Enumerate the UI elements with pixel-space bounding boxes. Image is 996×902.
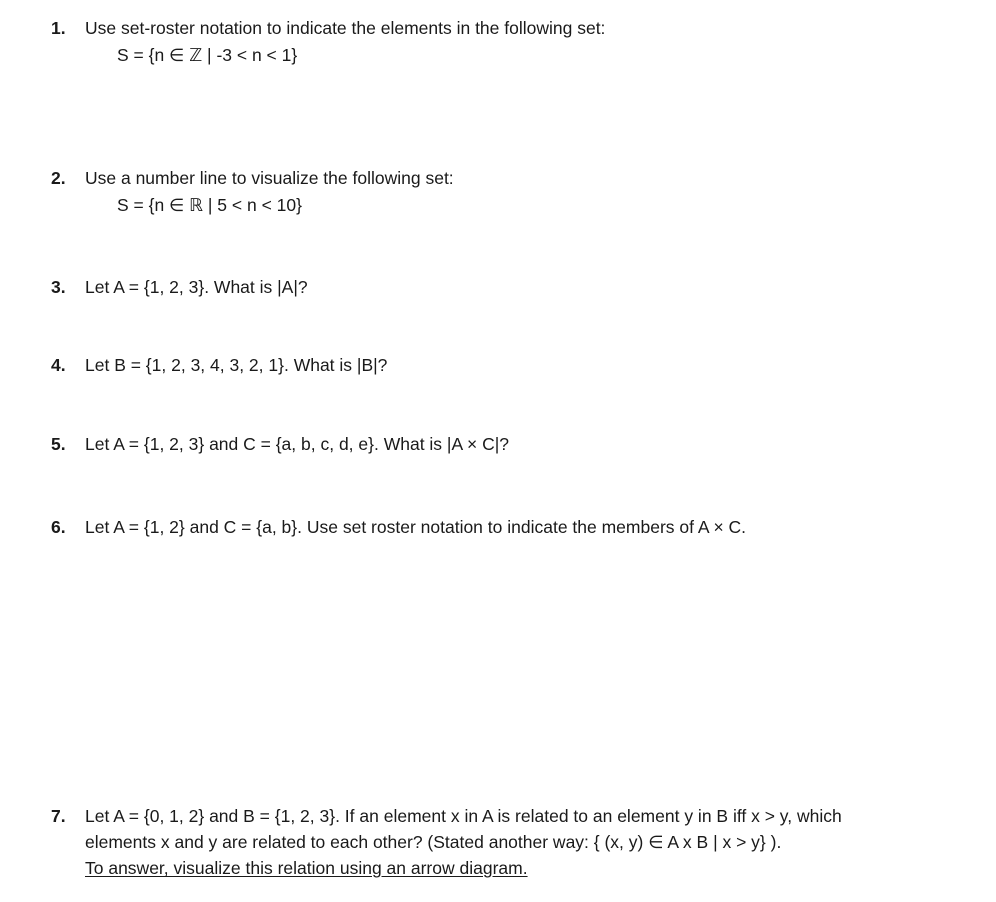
question-number: 5. bbox=[51, 434, 66, 454]
question-text: Let A = {1, 2} and C = {a, b}. Use set roster notation to indicate the members of A × C. bbox=[85, 517, 747, 537]
question-text: Use set-roster notation to indicate the elements in the following set: bbox=[85, 18, 606, 38]
question-text: Let A = {0, 1, 2} and B = {1, 2, 3}. If an element x in A is related to an element y in B iff x > y, which bbox=[85, 806, 842, 826]
question-text: Let A = {1, 2, 3} and C = {a, b, c, d, e}. What is |A × C|? bbox=[85, 434, 510, 454]
answer-instruction: To answer, visualize this relation using an arrow diagram. bbox=[85, 858, 528, 878]
set-definition: S = {n ∈ ℤ | -3 < n < 1} bbox=[117, 45, 298, 65]
question-number: 4. bbox=[51, 355, 66, 375]
set-definition: S = {n ∈ ℝ | 5 < n < 10} bbox=[117, 195, 302, 215]
question-number: 2. bbox=[51, 168, 66, 188]
question-number: 3. bbox=[51, 277, 66, 297]
question-text: Let B = {1, 2, 3, 4, 3, 2, 1}. What is |B|? bbox=[85, 355, 388, 375]
question-text: Use a number line to visualize the following set: bbox=[85, 168, 454, 188]
question-number: 7. bbox=[51, 806, 66, 826]
question-text: Let A = {1, 2, 3}. What is |A|? bbox=[85, 277, 308, 297]
question-number: 6. bbox=[51, 517, 66, 537]
question-text-continued: elements x and y are related to each other? (Stated another way: { (x, y) ∈ A x B | x > y} ). bbox=[85, 832, 782, 852]
question-number: 1. bbox=[51, 18, 66, 38]
